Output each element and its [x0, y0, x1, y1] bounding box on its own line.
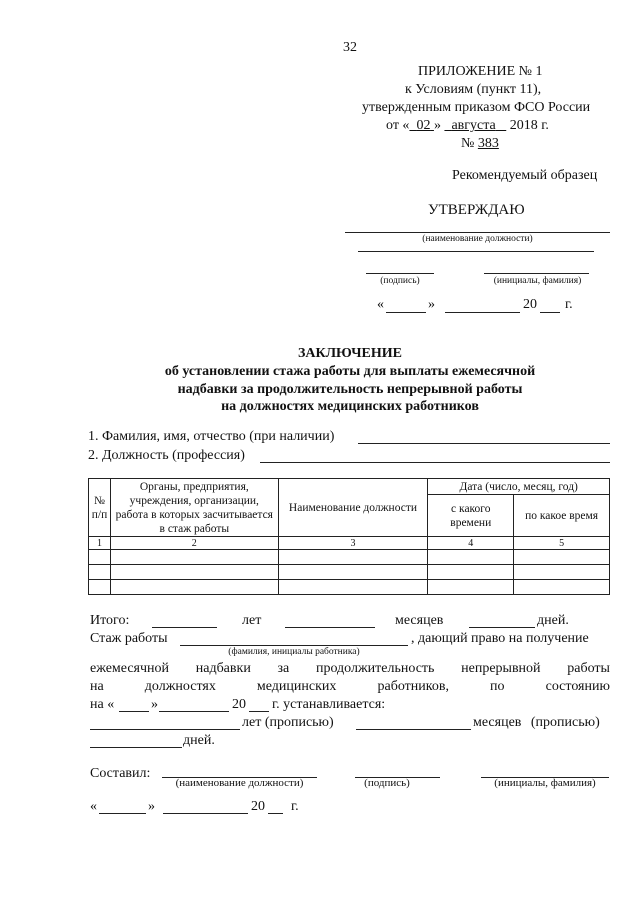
compiled-month-line: [163, 813, 248, 814]
total-months: месяцев: [395, 613, 444, 628]
stazh-on-day-line: [119, 711, 149, 712]
col-number-3: 3: [278, 537, 428, 550]
stazh-label: Стаж работы: [90, 631, 168, 646]
field-position-label: 2. Должность (профессия): [88, 448, 245, 463]
date-day: [409, 118, 434, 133]
word: работников,: [377, 679, 449, 694]
compiled-position-caption: (наименование должности): [175, 777, 304, 789]
stazh-on-tail: г. устанавливается:: [272, 697, 386, 712]
approve-date-day-line: [386, 312, 426, 313]
appendix-line3: утвержденным приказом ФСО России: [362, 100, 591, 115]
word: на: [90, 679, 104, 694]
order-value: 383: [477, 136, 499, 151]
date-prefix: от «: [386, 118, 410, 133]
recommended-label: Рекомендуемый образец: [452, 168, 598, 183]
word: работы: [567, 661, 610, 676]
stazh-on-mid: »: [151, 697, 158, 712]
word: должностях: [144, 679, 216, 694]
order-prefix: №: [461, 136, 475, 151]
word: надбавки: [195, 661, 251, 676]
word: медицинских: [256, 679, 337, 694]
appendix-date: [386, 118, 549, 134]
total-years: лет: [242, 613, 262, 628]
table-row: [89, 580, 610, 595]
compiled-year-suffix: г.: [291, 799, 299, 814]
total-label: Итого:: [90, 613, 130, 628]
stazh-months-words: месяцев (прописью): [473, 715, 600, 730]
header-to: по какое время: [514, 495, 610, 537]
approve-signature-caption: (подпись): [380, 276, 420, 286]
approve-position-caption: (наименование должности): [422, 234, 533, 244]
order-number: [461, 136, 499, 152]
conclusion-line2: надбавки за продолжительность непрерывной работы: [177, 382, 523, 397]
approve-year-line: [540, 312, 560, 313]
stazh-on-year: 20: [232, 697, 246, 712]
word: ежемесячной: [90, 661, 170, 676]
conclusion-title: ЗАКЛЮЧЕНИЕ: [297, 346, 403, 361]
table-row: [89, 550, 610, 565]
col-number-2: 2: [110, 537, 278, 550]
approve-year-prefix: 20: [523, 297, 537, 312]
approve-initials-caption: (инициалы, фамилия): [493, 276, 582, 286]
field-position-line: [260, 462, 610, 463]
field-fio-label: 1. Фамилия, имя, отчество (при наличии): [88, 429, 335, 444]
date-mid: »: [433, 118, 441, 133]
compiled-year-line: [268, 813, 283, 814]
total-days-line: [469, 627, 535, 628]
stazh-on-prefix: на «: [90, 697, 115, 712]
compiled-year-prefix: 20: [251, 799, 265, 814]
col-number-4: 4: [428, 537, 514, 550]
stazh-line3: [90, 679, 610, 695]
approve-year-suffix: г.: [565, 297, 573, 312]
compiled-label: Составил:: [90, 766, 151, 781]
appendix-title: ПРИЛОЖЕНИЕ № 1: [418, 64, 543, 79]
stazh-tail: , дающий право на получение: [411, 631, 589, 646]
header-position: Наименование должности: [278, 479, 428, 537]
approve-initials-line: [484, 273, 589, 274]
word: продолжительность: [315, 661, 435, 676]
total-months-line: [285, 627, 375, 628]
date-month: [444, 118, 506, 133]
col-number-1: 1: [89, 537, 111, 550]
compiled-initials-caption: (инициалы, фамилия): [494, 777, 596, 789]
word: состоянию: [545, 679, 610, 694]
stazh-name-line: [180, 645, 408, 646]
compiled-day-line: [99, 813, 146, 814]
approve-signature-line: [366, 273, 434, 274]
page-number: 32: [343, 40, 357, 55]
stazh-years-words: лет (прописью): [242, 715, 334, 730]
approve-date-open: «: [377, 297, 384, 312]
date-year: 2018 г.: [509, 118, 549, 133]
date-month-value: августа: [451, 118, 496, 133]
date-day-value: 02: [416, 118, 431, 133]
header-from: с какого времени: [428, 495, 514, 537]
conclusion-line3: на должностях медицинских работников: [221, 399, 479, 414]
compiled-date-open: «: [90, 799, 97, 814]
total-years-line: [152, 627, 217, 628]
word: непрерывной: [461, 661, 541, 676]
compiled-date-close: »: [148, 799, 155, 814]
header-org: Органы, предприятия, учреждения, организации, работа в которых засчитывается в стаж работы: [110, 479, 278, 537]
approve-position-line-1: [345, 232, 610, 233]
stazh-months-line: [356, 729, 471, 730]
stazh-on-month-line: [159, 711, 229, 712]
stazh-line2: [90, 661, 610, 677]
approve-position-line-2: [358, 251, 594, 252]
stazh-days: дней.: [183, 733, 215, 748]
appendix-line2: к Условиям (пункт 11),: [405, 82, 542, 97]
experience-table: [88, 478, 610, 595]
stazh-days-line: [90, 747, 182, 748]
approve-heading: УТВЕРЖДАЮ: [428, 202, 525, 218]
stazh-name-caption: (фамилия, инициалы работника): [228, 647, 360, 657]
word: по: [490, 679, 505, 694]
header-date: Дата (число, месяц, год): [428, 479, 610, 495]
approve-date-month-line: [445, 312, 520, 313]
total-days: дней.: [537, 613, 569, 628]
table-row: [89, 565, 610, 580]
stazh-on-year-line: [249, 711, 269, 712]
header-num: № п/п: [89, 479, 111, 537]
approve-date-close: »: [428, 297, 435, 312]
conclusion-line1: об установлении стажа работы для выплаты ежемесячной: [164, 364, 536, 379]
col-number-5: 5: [514, 537, 610, 550]
field-fio-line: [358, 443, 610, 444]
word: за: [277, 661, 290, 676]
compiled-signature-caption: (подпись): [364, 777, 410, 789]
stazh-years-line: [90, 729, 240, 730]
